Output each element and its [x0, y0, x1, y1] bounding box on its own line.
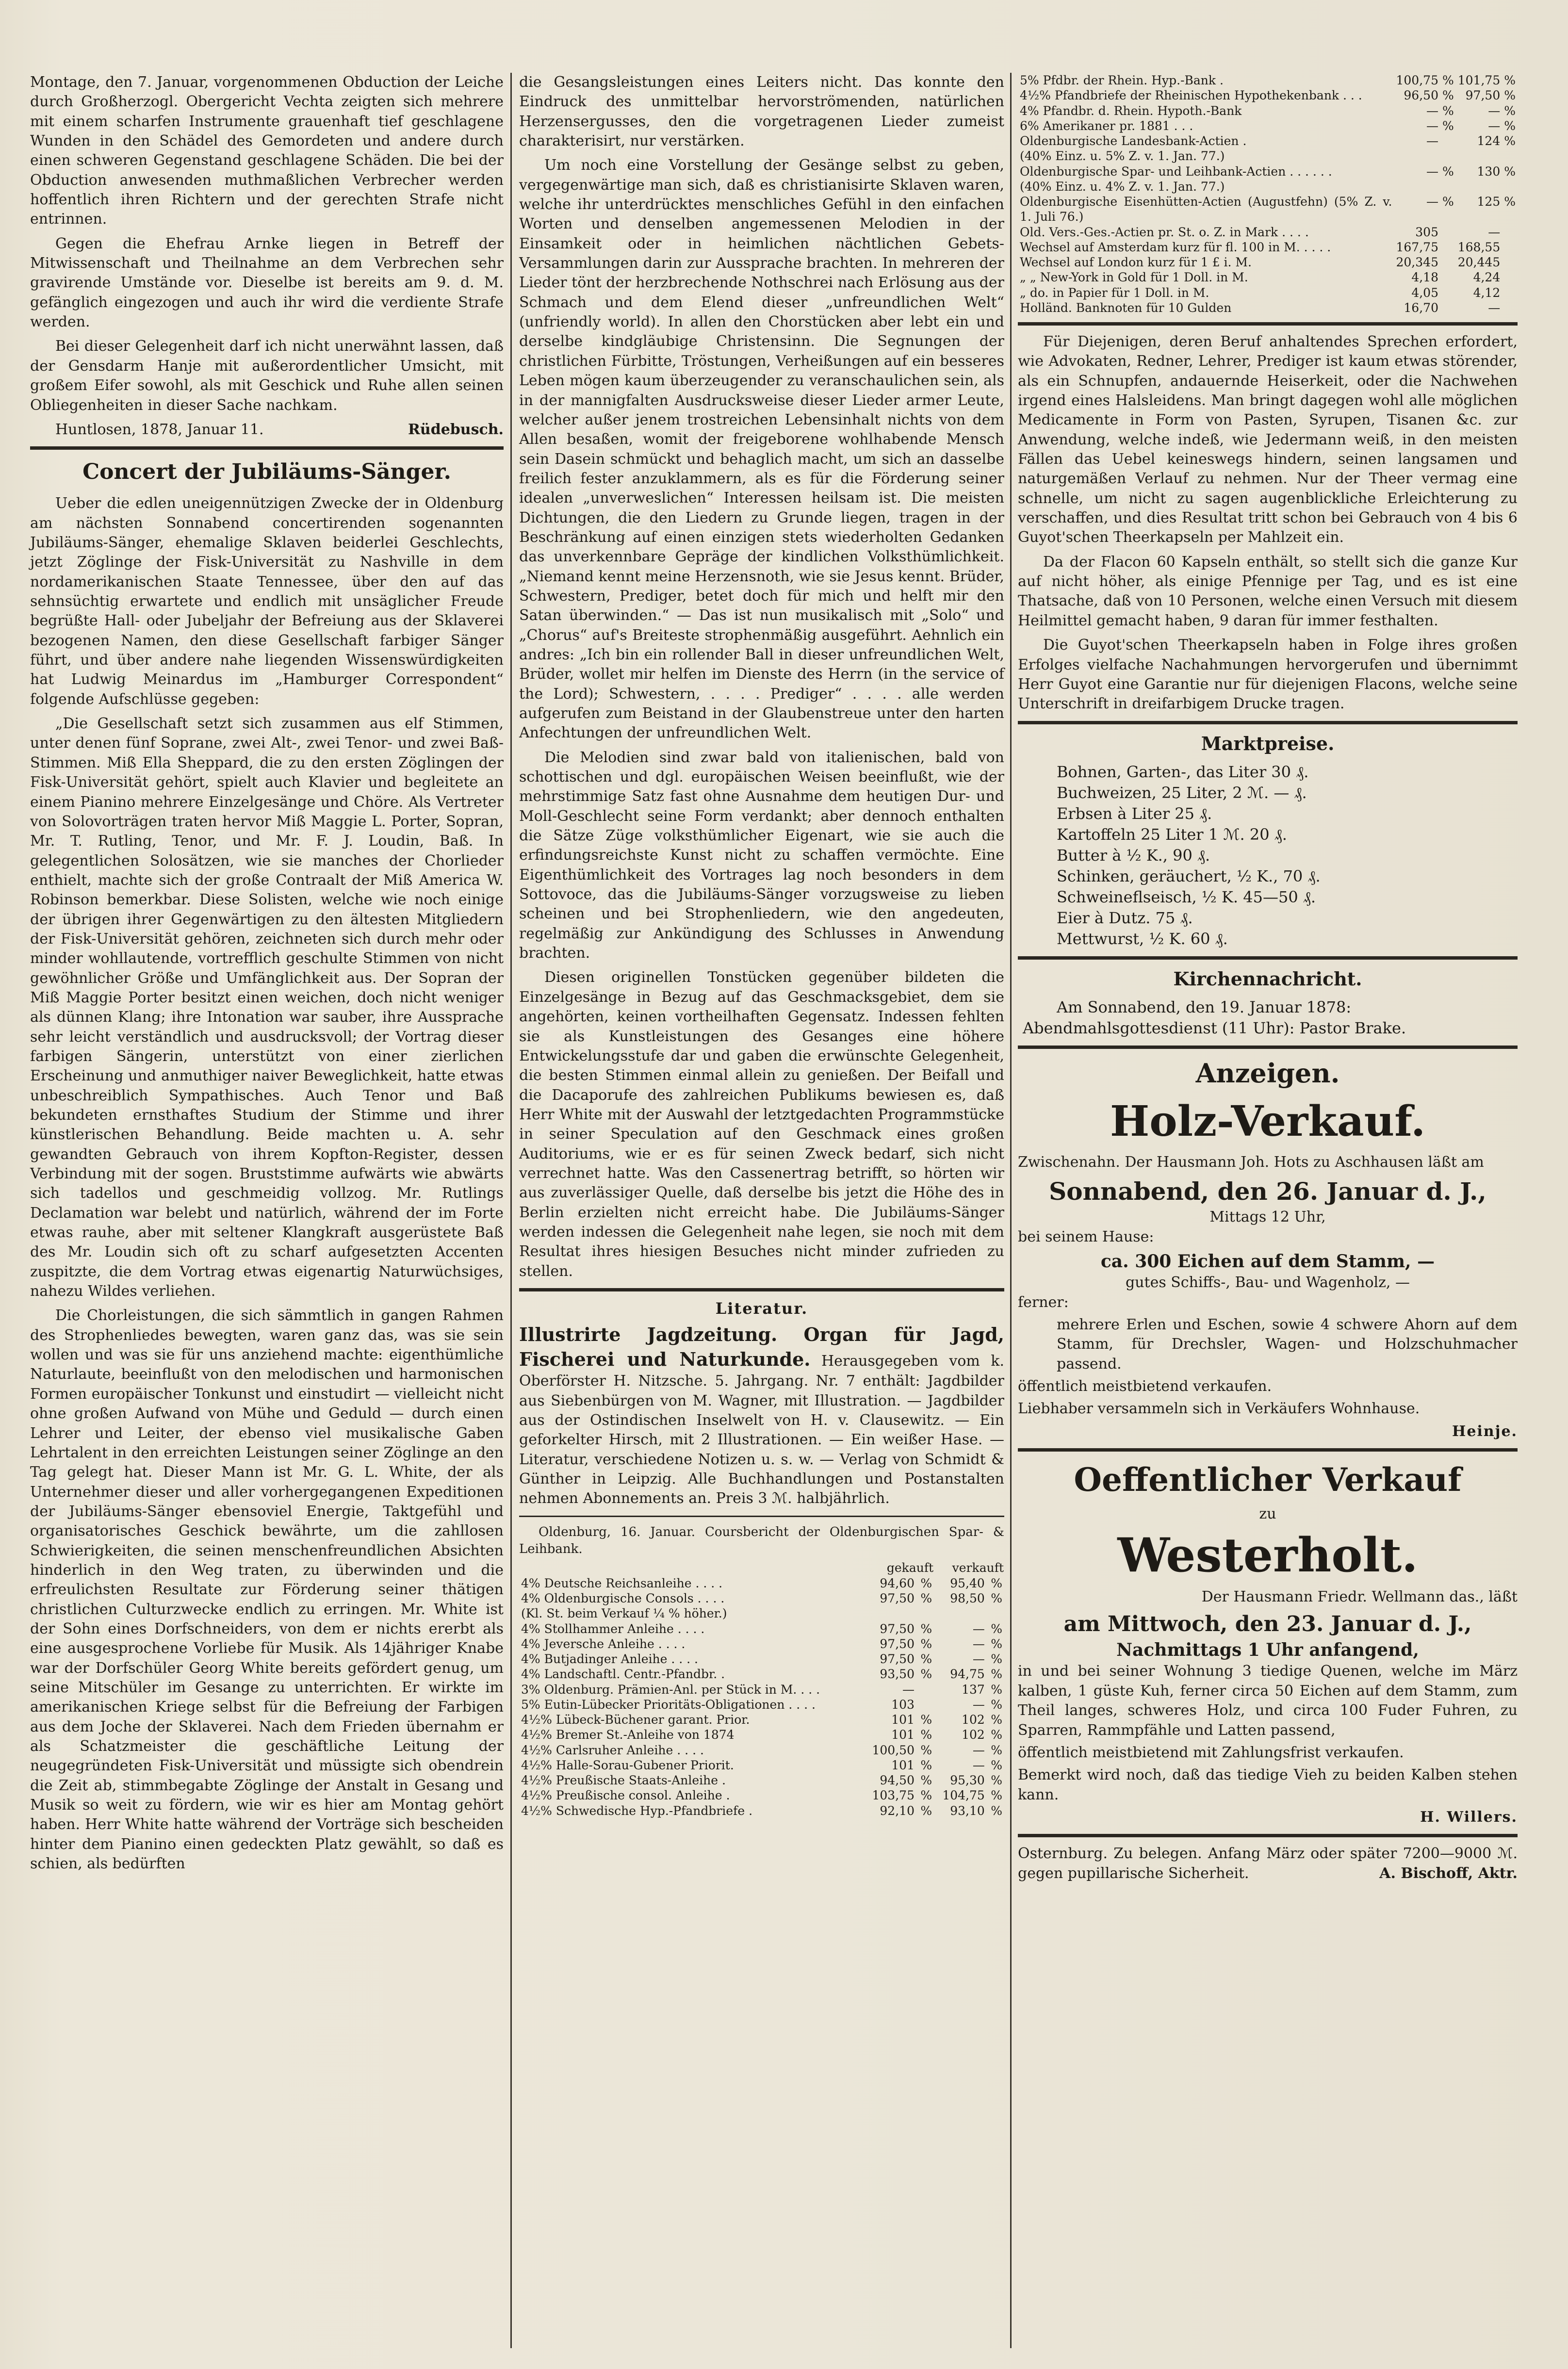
course-security: 4½% Carlsruher Anleihe . . . . — [521, 1743, 704, 1757]
course-row — [519, 1576, 1004, 1591]
course-security: 4½% Preußische Staats-Anleihe . — [521, 1773, 726, 1788]
course-value: 20,345 — [1396, 255, 1438, 269]
course-value — [1440, 148, 1456, 163]
ad-line: ca. 300 Eichen auf dem Stamm, — — [1100, 1251, 1435, 1272]
course-row — [1018, 285, 1518, 300]
course-security: 4% Oldenburgische Consols . . . . — [521, 1591, 725, 1606]
course-security: 3% Oldenburg. Prämien-Anl. per Stück in M. . . . — [521, 1682, 820, 1697]
course-value — [1440, 225, 1456, 240]
course-row — [519, 1636, 1004, 1651]
ad-line: öffentlich meistbietend verkaufen. — [1018, 1378, 1272, 1395]
course-row — [519, 1621, 1004, 1636]
course-row — [519, 1606, 1004, 1621]
course-row — [519, 1666, 1004, 1682]
course-row — [1018, 88, 1518, 103]
course-value: % — [920, 1576, 932, 1590]
church-news-line: Abendmahlsgottesdienst (11 Uhr): Pastor Brake. — [1023, 1019, 1406, 1038]
course-value: 97,50 — [880, 1621, 915, 1636]
course-value: 97,50 — [880, 1591, 915, 1606]
course-security: 5% Pfdbr. der Rhein. Hyp.-Bank . — [1020, 73, 1224, 87]
literature-heading: Literatur. — [715, 1299, 808, 1318]
course-value — [1394, 148, 1440, 163]
course-value: % — [1504, 134, 1516, 148]
course-security: 4% Landschaftl. Centr.-Pfandbr. . — [521, 1667, 725, 1682]
course-value: 93,50 — [880, 1667, 915, 1682]
course-value: % — [920, 1636, 932, 1651]
course-row — [519, 1651, 1004, 1666]
course-value: % — [991, 1758, 1002, 1772]
article-paragraph: Montage, den 7. Januar, vorgenommenen Obduction der Leiche durch Großherzogl. Obergericht Vechta zeigten sich mehrere mit einem scharfen Instrumente grauenhaft tief geschlagene Wunden in den Schädel des Gemordeten und andere durch einen schweren Gegenstand geschlagene Schäden. Die bei der Obduction anwesenden muthmaßlichen Verbrecher werden hoffentlich ihren Richtern und der gerechten Strafe nicht entrinnen. — [30, 74, 504, 228]
course-row — [1018, 270, 1518, 285]
course-security: Old. Vers.-Ges.-Actien pr. St. o. Z. in Mark . . . . — [1020, 225, 1309, 239]
course-security: 4½% Lübeck-Büchener garant. Prior. — [521, 1713, 750, 1727]
course-security: Oldenburgische Eisenhütten-Actien (Augustfehn) (5% Z. v. 1. Juli 76.) — [1020, 195, 1392, 224]
course-security: 5% Eutin-Lübecker Prioritäts-Obligationen . . . . — [521, 1697, 816, 1712]
course-value: 97,50 — [880, 1652, 915, 1666]
market-price-item: Eier à Dutz. 75 ₰. — [1057, 908, 1193, 927]
course-value: 101 — [891, 1758, 915, 1772]
course-table-header — [519, 1560, 1004, 1576]
ad-line: Der Hausmann Friedr. Wellmann das., läßt — [1201, 1588, 1518, 1605]
market-prices-heading: Marktpreise. — [1201, 732, 1335, 754]
course-value — [1502, 225, 1518, 240]
course-value: % — [991, 1773, 1002, 1788]
dateline — [30, 420, 504, 440]
ad-line: Bemerkt wird noch, daß das tiedige Vieh zu beiden Kalben stehen kann. — [1018, 1766, 1518, 1803]
column-3 — [1018, 73, 1518, 1888]
course-value: — — [902, 1682, 915, 1697]
course-value: 101 — [891, 1728, 915, 1742]
course-row — [1018, 73, 1518, 88]
section-divider — [1018, 322, 1518, 326]
course-value — [1502, 179, 1518, 194]
course-value: 101,75 — [1457, 73, 1501, 87]
course-value: % — [920, 1788, 932, 1803]
course-security: (40% Einz. u. 4% Z. v. 1. Jan. 77.) — [1020, 179, 1225, 194]
course-value: 103 — [891, 1697, 915, 1712]
course-value: % — [991, 1728, 1002, 1742]
ad-line: Osternburg. Zu belegen. Anfang März oder später 7200—9000 ℳ. gegen pupillarische Sicherheit. — [1018, 1845, 1518, 1882]
course-value: % — [1442, 195, 1454, 209]
course-table-body — [519, 1576, 1004, 1818]
course-security: „ „ New-York in Gold für 1 Doll. in M. — [1020, 270, 1248, 285]
article-paragraph: Um noch eine Vorstellung der Gesänge selbst zu geben, vergegenwärtige man sich, daß es christianisirte Sklaven waren, welche ihr unterdrücktes menschliches Gefühl in den einfachen Worten und denselben angemessenen Melodien in der Einsamkeit oder in heimlichen nächtlichen Gebets-Versammlungen darin zur Aussprache brachten. In mehreren der Lieder tönt der herzbrechende Nothschrei nach Erlösung aus der Schmach und dem Elend dieser „unfreundlichen Welt“ (unfriendly world). In allen den Chorstücken aber lebt ein und derselbe kindgläubige Christensinn. Die Segnungen der christlichen Fürbitte, Tröstungen, Verheißungen auf ein besseres Leben mögen kaum überzeugender zu veranschaulichen sein, als in der mannigfalten Ausdrucksweise dieser Lieder armer Leute, welcher außer jenem trostreichen Lebensinhalt nichts von dem Allen besaßen, womit der freigeborene wohlhabende Mensch sein Dasein schmückt und behaglich macht, um sich an dasselbe freilich fester anzuklammern, als es für die Förderung seiner idealen „unverweslichen“ Interessen heilsam ist. Die meisten Dichtungen, die den Liedern zu Grunde liegen, tragen in der Beschränkung auf einen einzigen stets wiederholten Gedanken das unverkennbare Gepräge der kindlichen Volksthümlichkeit. „Niemand kennt meine Herzensnoth, wie sie Jesus kennt. Brüder, Schwestern, Prediger, betet doch für mich und helft mir den Satan überwinden.“ — Das ist nun musikalisch mit „Solo“ und „Chorus“ auf's Breiteste strophenmäßig ausgeführt. Aehnlich ein andres: „Ich bin ein rollender Ball in dieser unfreundlichen Welt, Brüder, wollet mir helfen im Dienste des Herrn (in the service of the Lord); Schwestern, . . . . Prediger“ . . . . alle werden aufgerufen zum Beistand in der Glaubenstreue unter den harten Anfechtungen der unfreundlichen Welt. — [519, 157, 1004, 742]
course-row — [1018, 103, 1518, 118]
course-value: 97,50 — [880, 1636, 915, 1651]
market-price-item: Mettwurst, ½ K. 60 ₰. — [1057, 929, 1228, 948]
article-paragraph: „Die Gesellschaft setzt sich zusammen aus elf Stimmen, unter denen fünf Soprane, zwei Alt-, zwei Tenor- und zwei Baß-Stimmen. Miß Ella Sheppard, die zu den ersten Zöglingen der Fisk-Universität gehört, spielt auch Klavier und begleitete an einem Pianino mehrere Einzelgesänge und Chöre. Als Vertreter von Solovorträgen traten hervor Miß Maggie L. Porter, Sopran, Mr. T. Rutling, Tenor, und Mr. F. J. Loudin, Baß. In gelegentlichen Solosätzen, wie sie manches der Chorlieder enthielt, machte sich der große Contraalt der Miß America W. Robinson bemerkbar. Diese Solisten, welche wie noch einige der übrigen ihrer Gegenwärtigen zu den ältesten Mitgliedern der Fisk-Universität gehören, zeichneten sich durch mehr oder minder wohllautende, vortrefflich geschulte Stimmen von nicht gewöhnlicher Größe und Umfänglichkeit aus. Der Sopran der Miß Maggie Porter besitzt einen weichen, doch nicht weniger als dünnen Klang; ihre Intonation war sauber, ihre Aussprache sehr leicht verständlich und ausdrucksvoll; der Vortrag dieser farbigen Sängerin, unterstützt von einer zierlichen Erscheinung und anmuthiger naiver Beweglichkeit, hatte etwas unbeschreiblich Sympathisches. Auch Tenor und Baß bekundeten ernsthaftes Studium der Stimme und ihrer künstlerischen Behandlung. Beide machten u. A. sehr gewandten Gebrauch von ihrem Kopfton-Register, dessen Verbindung mit der sogen. Bruststimme aufwärts wie abwärts sich tadellos und geschmeidig vollzog. Mr. Rutlings Declamation war belebt und natürlich, während der im Forte etwas rauhe, aber mit seltener Klangkraft ausgerüstete Baß des Mr. Loudin sich oft zu scharf aufgesetzten Accenten zuspitzte, die dem Vortrag etwas eigenartig Naturwüchsiges, nahezu Wildes verliehen. — [30, 715, 504, 1300]
market-price-item: Buchweizen, 25 Liter, 2 ℳ. — ₰. — [1057, 783, 1307, 802]
course-row — [519, 1788, 1004, 1803]
course-value: % — [920, 1591, 932, 1606]
course-value: % — [920, 1773, 932, 1788]
course-value: 305 — [1415, 225, 1438, 239]
course-value — [1394, 179, 1440, 194]
course-security: 4% Jeversche Anleihe . . . . — [521, 1636, 686, 1651]
course-value: — — [972, 1652, 985, 1666]
column-2 — [519, 73, 1004, 1818]
course-value: 104,75 — [942, 1788, 985, 1803]
public-sale-ad — [1018, 1458, 1518, 1827]
course-value: — — [1488, 300, 1501, 315]
course-value: % — [991, 1697, 1002, 1712]
course-value: 102 — [962, 1713, 985, 1727]
course-value: % — [1442, 73, 1454, 87]
course-value: % — [991, 1576, 1002, 1590]
course-security: Wechsel auf Amsterdam kurz für fl. 100 in M. . . . . — [1020, 240, 1331, 254]
course-value: % — [920, 1713, 932, 1727]
market-prices-list — [1018, 762, 1518, 949]
public-sale-place: Westerholt. — [1117, 1528, 1418, 1583]
course-security: 4½% Pfandbriefe der Rheinischen Hypothekenbank . . . — [1020, 88, 1362, 103]
course-value: % — [991, 1667, 1002, 1682]
course-value: % — [920, 1667, 932, 1682]
course-value: % — [1504, 88, 1516, 103]
course-row — [519, 1727, 1004, 1742]
course-value — [916, 1682, 934, 1697]
course-value: % — [1442, 118, 1454, 133]
course-security: Oldenburgische Spar- und Leihbank-Actien . . . . . . — [1020, 164, 1332, 179]
course-value: 100,50 — [872, 1743, 915, 1757]
course-value: — — [972, 1621, 985, 1636]
advert-paragraph: Die Guyot'schen Theerkapseln haben in Folge ihres großen Erfolges vielfache Nachahmungen hervorgerufen und übernimmt Herr Guyot eine Garantie nur für diejenigen Flacons, welche seine Unterschrift in dreifarbigem Drucke tragen. — [1018, 637, 1518, 713]
course-value: 95,30 — [950, 1773, 985, 1788]
course-value: 95,40 — [950, 1576, 985, 1590]
article-paragraph: die Gesangsleistungen eines Leiters nicht. Das konnte den Eindruck des unmittelbar hervorströmenden, natürlichen Herzensergusses, den die vorgetragenen Lieder zumeist charakterisirt, nur verstärken. — [519, 74, 1004, 150]
course-value: — — [1488, 103, 1501, 118]
course-value: 93,10 — [950, 1803, 985, 1818]
course-row — [1018, 194, 1518, 225]
course-value: % — [920, 1652, 932, 1666]
market-price-item: Kartoffeln 25 Liter 1 ℳ. 20 ₰. — [1057, 825, 1287, 844]
ad-line: Liebhaber versammeln sich in Verkäufers Wohnhause. — [1018, 1400, 1420, 1418]
course-security: Oldenburgische Landesbank-Actien . — [1020, 134, 1247, 148]
course-value: 94,60 — [880, 1576, 915, 1590]
course-value: % — [991, 1591, 1002, 1606]
course-value — [1440, 179, 1456, 194]
course-row — [1018, 225, 1518, 240]
course-row — [1018, 118, 1518, 133]
ad-line: gutes Schiffs-, Bau- und Wagenholz, — — [1125, 1274, 1410, 1291]
course-value: — — [972, 1743, 985, 1757]
course-value: % — [1504, 164, 1516, 179]
course-value: % — [1504, 103, 1516, 118]
course-value — [1502, 148, 1518, 163]
course-value: 102 — [962, 1728, 985, 1742]
course-value — [1502, 240, 1518, 255]
course-row — [519, 1712, 1004, 1727]
course-value: 130 — [1477, 164, 1501, 179]
course-value — [1456, 148, 1502, 163]
course-value: % — [1504, 118, 1516, 133]
ad-line: bei seinem Hause: — [1018, 1228, 1154, 1245]
market-price-item: Schinken, geräuchert, ½ K., 70 ₰. — [1057, 866, 1321, 885]
course-value — [1502, 285, 1518, 300]
course-value: — — [1426, 195, 1438, 209]
course-value: — — [972, 1758, 985, 1772]
course-security: 4½% Halle-Sorau-Gubener Priorit. — [521, 1758, 734, 1772]
concert-headline: Concert der Jubiläums-Sänger. — [82, 459, 451, 485]
course-table-body — [1018, 73, 1518, 315]
course-security: 4% Butjadinger Anleihe . . . . — [521, 1652, 698, 1666]
course-value: 96,50 — [1404, 88, 1438, 103]
dateline-text: Huntlosen, 1878, Januar 11. — [55, 421, 264, 438]
course-value: % — [991, 1682, 1002, 1697]
course-security: 4% Pfandbr. d. Rhein. Hypoth.-Bank — [1020, 103, 1242, 118]
course-row — [1018, 255, 1518, 270]
course-value — [1502, 270, 1518, 285]
course-value: % — [1442, 164, 1454, 179]
course-value: 137 — [962, 1682, 985, 1697]
ad-line: Zwischenahn. Der Hausmann Joh. Hots zu Aschhausen läßt am — [1018, 1153, 1484, 1171]
course-value — [864, 1606, 916, 1621]
course-value: — — [1426, 164, 1438, 179]
course-security: Holländ. Banknoten für 10 Gulden — [1020, 300, 1232, 315]
wood-sale-title: Holz-Verkauf. — [1110, 1096, 1426, 1146]
ad-signature: H. Willers. — [1420, 1808, 1518, 1826]
section-divider — [1018, 1448, 1518, 1452]
course-value: 94,75 — [950, 1667, 985, 1682]
article-paragraph: Gegen die Ehefrau Arnke liegen in Betreff der Mitwissenschaft und Theilnahme an dem Verbrechen sehr gravirende Umstände vor. Dieselbe ist bereits am 9. d. M. gefänglich eingezogen und auch ihr wird die verdiente Strafe werden. — [30, 235, 504, 331]
course-value: 124 — [1477, 134, 1501, 148]
market-price-item: Bohnen, Garten-, das Liter 30 ₰. — [1057, 762, 1309, 781]
course-security: (40% Einz. u. 5% Z. v. 1. Jan. 77.) — [1020, 149, 1225, 163]
market-price-item: Butter à ½ K., 90 ₰. — [1057, 846, 1210, 865]
course-value — [1440, 270, 1456, 285]
course-row — [519, 1803, 1004, 1818]
course-security: (Kl. St. beim Verkauf ¼ % höher.) — [521, 1606, 727, 1621]
course-row — [1018, 133, 1518, 148]
course-security: Wechsel auf London kurz für 1 £ i. M. — [1020, 255, 1252, 269]
literature-title: Illustrirte Jagdzeitung. Organ für Jagd, Fischerei und Naturkunde. — [519, 1323, 1004, 1371]
course-value — [916, 1697, 934, 1712]
course-value: % — [991, 1713, 1002, 1727]
course-value: — — [1426, 103, 1438, 118]
section-divider — [1018, 1046, 1518, 1049]
course-value: % — [920, 1728, 932, 1742]
ad-signature: Heinje. — [1452, 1422, 1518, 1440]
ad-line: mehrere Erlen und Eschen, sowie 4 schwere Ahorn auf dem Stamm, für Drechsler, Wagen- und Holzschuhmacher passend. — [1057, 1316, 1518, 1372]
article-paragraph: Die Chorleistungen, die sich sämmtlich in gangen Rahmen des Strophenliedes bewegten, waren ganz das, was sie sein wollen und was sie für uns anziehend machte: eigenthümliche Naturlaute, beeinflußt von den melodischen und harmonischen Formen europäischer Tonkunst und einstudirt — vielleicht nicht ohne großen Aufwand von Mühe und Geduld — durch einen Lehrer und Leiter, der ebenso viel musikalische Gaben Lehrtalent in den erreichten Leistungen seiner Zöglinge an den Tag gelegt hat. Dieser Mann ist Mr. G. L. White, der als Unternehmer dieser und aller vorhergegangenen Expeditionen der Jubiläums-Sänger ebensoviel Energie, Taktgefühl und organisatorisches Geschick bewährte, um die zahllosen Schwierigkeiten, die seinen menschenfreundlichen Absichten hinderlich in den Weg traten, zu überwinden und die erfreulichsten Resultate zur Förderung seiner thätigen christlichen Culturzwecke endlich zu erringen. Mr. White ist der Sohn eines Dorfschneiders, von dem er nichts ererbt als eine ausgesprochene Vorliebe für Musik. Als 14jähriger Knabe war der Dorfschüler Georg White bereits gefördert genug, um seine Mitschüler im Gesange zu unterrichten. Er wirkte im amerikanischen Kriege selbst für die Befreiung der Farbigen aus dem Joche der Sklaverei. Nach dem Frieden übernahm er als Schatzmeister die geschäftliche Leitung der neugegründeten Fisk-Universität und müssigte sich obendrein die Zeit ab, stimmbegabte Zöglinge der Anstalt in Gesang und Musik so weit zu fördern, wie wir es hier am Montag gehört haben. Herr White hatte während der Vorträge sich bescheiden hinter dem Pianino einen gedeckten Platz gewählt, so daß es schien, als bedürften — [30, 1307, 504, 1873]
course-value: 4,12 — [1473, 285, 1501, 300]
course-row — [1018, 179, 1518, 194]
course-value: % — [1504, 195, 1516, 209]
section-divider — [1018, 721, 1518, 724]
course-value: — — [1488, 225, 1501, 239]
course-value: 100,75 — [1396, 73, 1438, 87]
ad-time: Mittags 12 Uhr, — [1209, 1209, 1326, 1226]
course-value — [1502, 255, 1518, 270]
osternburg-ad — [1018, 1844, 1518, 1883]
course-row — [519, 1682, 1004, 1697]
course-value: 4,05 — [1411, 285, 1438, 300]
col-header-sold: verkauft — [952, 1560, 1004, 1575]
course-value: 92,10 — [880, 1803, 915, 1818]
course-row — [1018, 240, 1518, 255]
course-value: % — [1504, 73, 1516, 87]
wood-sale-ad — [1018, 1098, 1518, 1441]
course-value: % — [991, 1636, 1002, 1651]
course-value: % — [1442, 88, 1454, 103]
course-value: 168,55 — [1457, 240, 1501, 254]
church-news-line: Am Sonnabend, den 19. Januar 1878: — [1057, 998, 1352, 1017]
ads-heading: Anzeigen. — [1195, 1058, 1340, 1089]
course-row — [519, 1743, 1004, 1758]
ad-line: öffentlich meistbietend mit Zahlungsfrist verkaufen. — [1018, 1744, 1404, 1761]
course-row — [1018, 300, 1518, 315]
course-value — [1440, 300, 1456, 315]
course-value: — — [1426, 118, 1438, 133]
literature-body: Herausgegeben vom k. Oberförster H. Nitzsche. 5. Jahrgang. Nr. 7 enthält: Jagdbilder aus Siebenbürgen von M. Wagner, mit Illustration. — Jagdbilder aus der Ostindischen Inselwelt von H. v. Clausewitz. — Ein geforkelter Hirsch, mit 2 Illustrationen. — Ein weißer Hase. — Literatur, verschiedene Notizen u. s. w. — Verlag von Schmidt & Günther in Leipzig. Alle Buchhandlungen und Postanstalten nehmen Abonnements an. Preis 3 ℳ. halbjährlich. — [519, 1353, 1004, 1507]
church-news-heading: Kirchennachricht. — [1173, 967, 1362, 990]
article-paragraph: Die Melodien sind zwar bald von italienischen, bald von schottischen und dgl. europäischen Weisen beeinflußt, wie der mehrstimmige Satz fast ohne Ausnahme dem heutigen Dur- und Moll-Geschlecht seine Form verdankt; aber dennoch enthalten die Sätze Züge volksthümlicher Eigenart, wie sie auch die erfindungsreichste Kunst nicht zu schaffen vermöchte. Eine Eigenthümlichkeit des Vortrages lag noch besonders in dem Sottovoce, das die Jubiläums-Sänger vorzugsweise zu lieben scheinen und bei Strophenliedern, wie den angedeuten, regelmäßig zur Ankündigung des Schlusses in Anwendung brachten. — [519, 749, 1004, 962]
advert-paragraph: Für Diejenigen, deren Beruf anhaltendes Sprechen erfordert, wie Advokaten, Redner, Lehrer, Prediger ist kaum etwas störender, als ein Schnupfen, andauernde Heiserkeit, oder die Nachwehen irgend eines Halsleidens. Man bringt dagegen wohl alle möglichen Medicamente in Form von Pasten, Syrupen, Tisanen &c. zur Anwendung, welche indeß, wie Jedermann weiß, in den meisten Fällen das Uebel keineswegs hindern, seinen langsamen und naturgemäßen Verlauf zu nehmen. Nur der Theer vermag eine schnelle, um nicht zu sagen augenblickliche Erleichterung zu verschaffen, und dies Resultat tritt schon bei Gebrauch von 4 bis 6 Guyot'schen Theerkapseln per Mahlzeit ein. — [1018, 333, 1518, 546]
course-value: — — [1488, 118, 1501, 133]
course-value — [934, 1606, 987, 1621]
course-value: % — [920, 1803, 932, 1818]
course-value: — — [972, 1636, 985, 1651]
ad-time: Nachmittags 1 Uhr anfangend, — [1116, 1640, 1419, 1661]
course-value — [1440, 255, 1456, 270]
course-security: 4½% Preußische consol. Anleihe . — [521, 1788, 730, 1803]
course-value: % — [991, 1788, 1002, 1803]
column-1 — [30, 73, 504, 1879]
ad-date: Sonnabend, den 26. Januar d. J., — [1049, 1176, 1486, 1206]
course-value — [1440, 133, 1456, 148]
course-value — [1440, 240, 1456, 255]
course-row — [1018, 164, 1518, 179]
course-value: % — [991, 1743, 1002, 1757]
course-value — [987, 1606, 1004, 1621]
section-divider — [519, 1288, 1004, 1291]
course-security: 6% Amerikaner pr. 1881 . . . — [1020, 118, 1193, 133]
course-value: 101 — [891, 1713, 915, 1727]
course-value: 16,70 — [1404, 300, 1438, 315]
public-sale-title: Oeffentlicher Verkauf — [1074, 1461, 1462, 1499]
market-price-item: Schweineflseisch, ½ K. 45—50 ₰. — [1057, 887, 1316, 906]
course-value: — — [972, 1697, 985, 1712]
course-security: 4½% Schwedische Hyp.-Pfandbriefe . — [521, 1803, 753, 1818]
column-rule-1 — [510, 73, 512, 2348]
course-security: 4½% Bremer St.-Anleihe von 1874 — [521, 1728, 735, 1742]
course-value: 97,50 — [1465, 88, 1501, 103]
course-value: % — [991, 1803, 1002, 1818]
ad-line: ferner: — [1018, 1293, 1069, 1311]
course-report-heading: Oldenburg, 16. Januar. Coursbericht der Oldenburgischen Spar- & Leihbank. — [519, 1524, 1004, 1556]
course-value — [1456, 179, 1502, 194]
course-row — [519, 1591, 1004, 1606]
course-row — [519, 1697, 1004, 1712]
course-value: 20,445 — [1457, 255, 1501, 269]
course-security: 4% Stollhammer Anleihe . . . . — [521, 1621, 705, 1636]
course-value: 125 — [1477, 195, 1501, 209]
course-value: % — [920, 1621, 932, 1636]
col-header-bought: gekauft — [886, 1560, 934, 1575]
course-value: 4,18 — [1411, 270, 1438, 285]
course-value — [1440, 285, 1456, 300]
course-value: 98,50 — [950, 1591, 985, 1606]
course-value: % — [920, 1758, 932, 1772]
course-value: — — [1426, 134, 1438, 148]
ad-line: in und bei seiner Wohnung 3 tiedige Quenen, welche im März kalben, 1 güste Kuh, ferner circa 50 Eichen auf dem Stamm, zum Theil langes, schweres Holz, und circa 100 Fuder Fuhren, zu Sparren, Rammpfähle und Latten passend, — [1018, 1663, 1518, 1739]
course-row — [1018, 148, 1518, 163]
advert-paragraph: Da der Flacon 60 Kapseln enthält, so stellt sich die ganze Kur auf nicht höher, als einige Pfennige per Tag, und es ist eine Thatsache, daß von 10 Personen, welche einen Versuch mit diesem Heilmittel gemacht haben, 9 daran für immer festhalten. — [1018, 553, 1518, 629]
course-security: 4% Deutsche Reichsanleihe . . . . — [521, 1576, 723, 1590]
course-table-continued — [1018, 73, 1518, 315]
ad-signature: A. Bischoff, Aktr. — [1379, 1864, 1518, 1882]
article-paragraph: Ueber die edlen uneigennützigen Zwecke der in Oldenburg am nächsten Sonnabend concertirenden sogenannten Jubiläums-Sänger, ehemalige Sklaven beiderlei Geschlechts, jetzt Zöglinge der Fisk-Universität zu Nashville in dem nordamerikanischen Staate Tennessee, über den auf das sehnsüchtig erwartete und endlich mit unsäglicher Freude begrüßte Hall- oder Jubeljahr der Befreiung aus der Sklaverei bezogenen Namen, den diese Gesellschaft farbiger Sänger führt, und über andere nahe liegenden Wissenswürdigkeiten hat Ludwig Meinardus im „Hamburger Correspondent“ folgende Aufschlüsse gegeben: — [30, 495, 504, 708]
course-value: 4,24 — [1473, 270, 1501, 285]
course-value — [1502, 300, 1518, 315]
course-value: 167,75 — [1396, 240, 1438, 254]
public-sale-zu: zu — [1259, 1505, 1276, 1522]
course-security: „ do. in Papier für 1 Doll. in M. — [1020, 285, 1209, 300]
dateline-signature: Rüdebusch. — [408, 421, 504, 438]
ad-date: am Mittwoch, den 23. Januar d. J., — [1063, 1611, 1472, 1636]
course-value: 103,75 — [872, 1788, 915, 1803]
section-divider — [30, 446, 504, 450]
article-paragraph: Diesen originellen Tonstücken gegenüber bildeten die Einzelgesänge in Bezug auf das Geschmacksgebiet, dem sie angehörten, keinen vortheilhaften Gegensatz. Indessen fehlten sie als Kunstleistungen des Gesanges eine höhere Entwickelungsstufe dar und gaben die erwünschte Gelegenheit, die besten Stimmen einmal allein zu genießen. Der Beifall und die Dacaporufe des zahlreichen Publikums bewiesen es, daß Herr White mit der Auswahl der letztgedachten Programmstücke in seiner Speculation auf den Geschmack eines großen Auditoriums, wie er es für seinen Zweck bedarf, sich nicht verrechnet hatte. Was den Cassenertrag betrifft, so hörten wir aus zuverlässiger Quelle, daß derselbe bis jetzt die Höhe des in Berlin erzielten nicht erreicht habe. Die Jubiläums-Sänger werden indessen die Gelegenheit nahe legen, sie noch mit dem Resultat ihres hiesigen Besuches nicht minder zufrieden zu stellen. — [519, 969, 1004, 1280]
course-row — [519, 1758, 1004, 1773]
course-value: 94,50 — [880, 1773, 915, 1788]
course-value — [916, 1606, 934, 1621]
course-table — [519, 1560, 1004, 1818]
column-rule-2 — [1010, 73, 1012, 2348]
course-value: % — [991, 1621, 1002, 1636]
section-divider — [519, 1516, 1004, 1517]
section-divider — [1018, 956, 1518, 960]
course-value: % — [1442, 103, 1454, 118]
market-price-item: Erbsen à Liter 25 ₰. — [1057, 804, 1212, 823]
course-row — [519, 1773, 1004, 1788]
course-value: % — [920, 1743, 932, 1757]
course-value: % — [991, 1652, 1002, 1666]
section-divider — [1018, 1834, 1518, 1837]
article-paragraph: Bei dieser Gelegenheit darf ich nicht unerwähnt lassen, daß der Gensdarm Hanje mit außerordentlicher Umsicht, mit großem Eifer sowohl, als mit Geschick und Ruhe allen seinen Obliegenheiten in dieser Sache nachkam. — [30, 338, 504, 414]
